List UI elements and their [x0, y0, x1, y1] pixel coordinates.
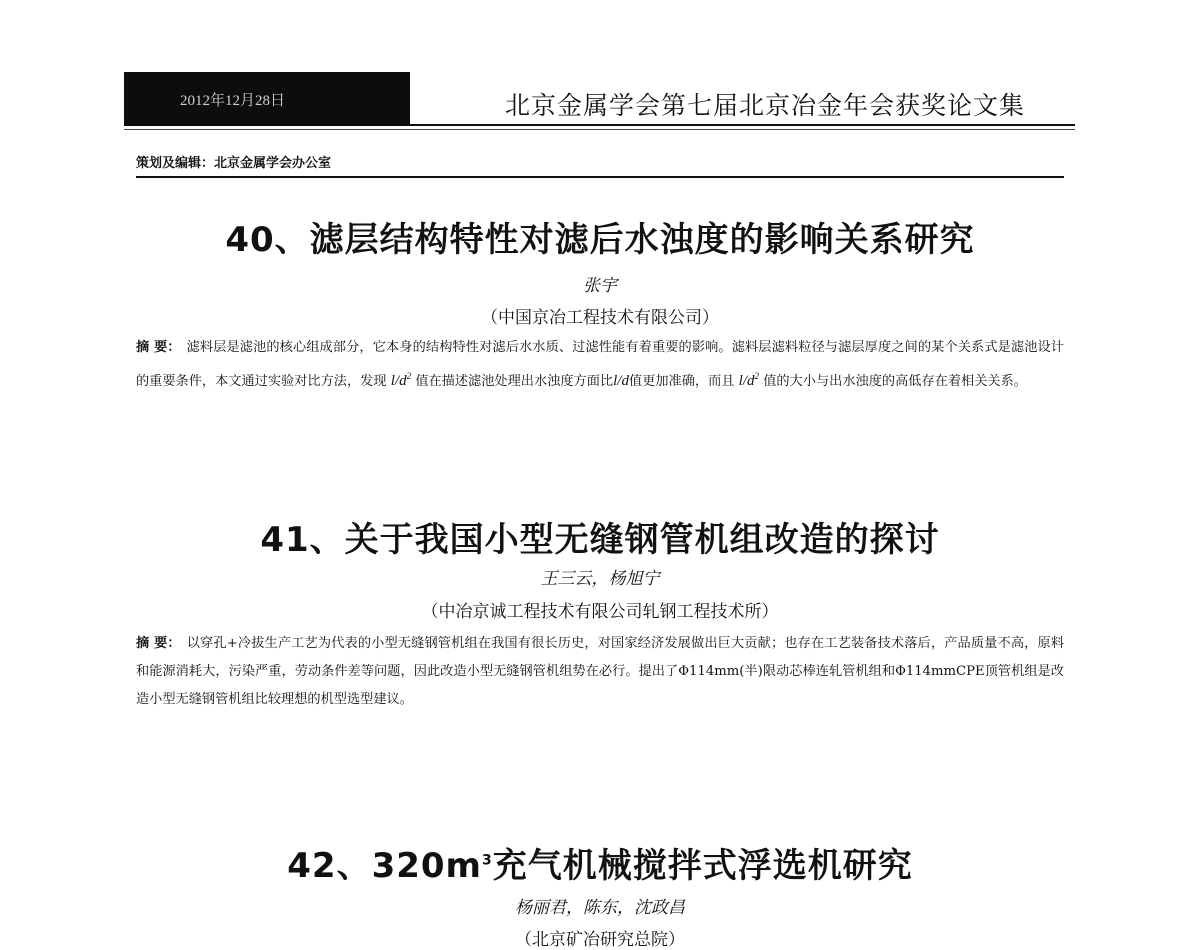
header-rule	[410, 124, 1075, 126]
article-affiliation-42: （北京矿冶研究总院）	[515, 930, 685, 950]
article-authors-41: 王三云，杨旭宁	[540, 569, 660, 589]
article-abstract-41: 摘 要： 以穿孔+冷拔生产工艺为代表的小型无缝钢管机组在我国有很长历史，对国家经济发展做出巨大贡献；也存在工艺装备技术落后，产品质量不高，原料和能源消耗大，污染严重，劳动条件差等问题，因此改造小型无缝钢管机组势在必行。提出了Φ114mm(半)限动芯棒连轧管机组和Φ114mmCPE顶管机组是改造小型无缝钢管机组比较理想的机型选型建议。	[136, 636, 1065, 707]
issue-date: 2012年12月28日	[180, 92, 286, 109]
article-affiliation-41: （中冶京诚工程技术有限公司轧钢工程技术所）	[421, 602, 779, 622]
formula-l-d2: $l/d^2$	[390, 371, 412, 389]
article-title-42: 42、$320m^3$充气机械搅拌式浮选机研究	[287, 846, 913, 886]
header-rule-thin	[124, 129, 1075, 130]
formula-l-d2-second: $l/d^2$	[738, 371, 760, 389]
date-banner	[124, 72, 410, 126]
journal-title: 北京金属学会第七届北京冶金年会获奖论文集	[504, 91, 1025, 120]
formula-l-d: l/d	[613, 373, 629, 389]
article-affiliation-40: （中国京冶工程技术有限公司）	[481, 308, 719, 328]
editor-line: 策划及编辑：北京金属学会办公室	[136, 156, 332, 171]
article-authors-42: 杨丽君，陈东，沈政昌	[515, 898, 685, 918]
editor-rule	[136, 176, 1064, 178]
article-abstract-40: 摘 要： 滤料层是滤池的核心组成部分，它本身的结构特性对滤后水水质、过滤性能有着重要的影响。滤料层滤料粒径与滤层厚度之间的某个关系式是滤池设计的重要条件，本文通过实验对比方法，发现 $l/d^2$ 值在描述滤池处理出水浊度方面比l/d值更加准确，而且 $l/d^2$ 值的大小与出水浊度的高低存在着相关关系。	[136, 340, 1064, 389]
abstract-label: 摘 要：	[136, 340, 181, 355]
article-title-40: 40、滤层结构特性对滤后水浊度的影响关系研究	[225, 220, 975, 260]
abstract-label: 摘 要：	[136, 636, 181, 651]
article-title-41: 41、关于我国小型无缝钢管机组改造的探讨	[260, 520, 940, 560]
article-authors-40: 张宇	[583, 276, 617, 296]
